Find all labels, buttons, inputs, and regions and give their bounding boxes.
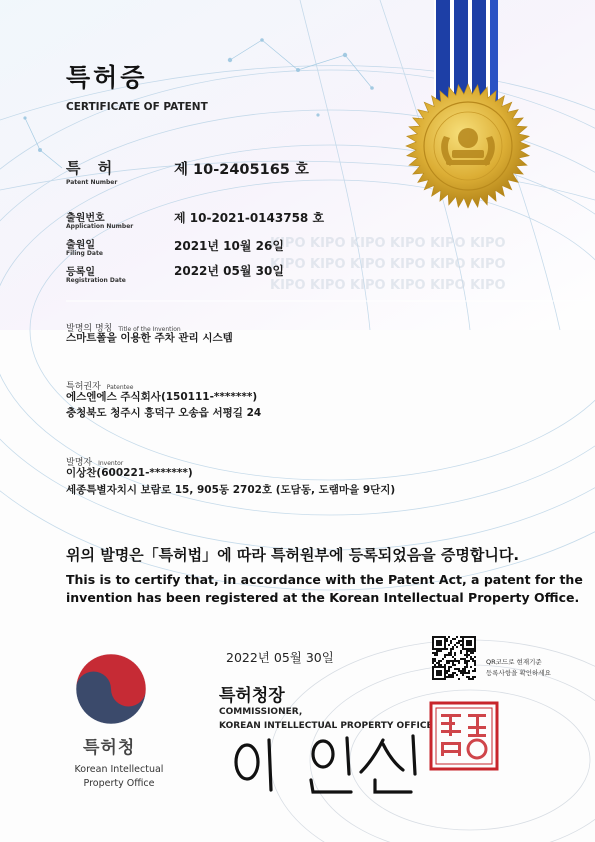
certification-statement-en-line2: invention has been registered at the Korean Intellectual Property Office.: [66, 590, 580, 605]
svg-text:KIPO KIPO KIPO KIPO KIPO: KIPO KIPO KIPO KIPO KIPO KIPO: [270, 278, 506, 293]
certificate-title-ko: 특허증: [66, 63, 148, 92]
patent-number-label-en: Patent Number: [66, 179, 118, 186]
patent-number-value: 제 10-2405165 호: [174, 162, 309, 178]
filing-date-label: 출원일: [66, 240, 95, 251]
commissioner-title-en-line2: KOREAN INTELLECTUAL PROPERTY OFFICE: [219, 721, 433, 731]
inventor-address: 세종특별자치시 보람로 15, 905동 2702호 (도담동, 도램마을 9단지): [66, 484, 396, 496]
invention-title-value: 스마트폴을 이용한 주차 관리 시스템: [66, 332, 233, 344]
gold-seal: [406, 84, 530, 208]
inventor-label: 발명자: [66, 458, 93, 468]
registration-date-value: 2022년 05월 30일: [174, 264, 284, 278]
patent-number-label: 특 허: [66, 159, 119, 177]
kipo-name-en-line1: Korean Intellectual: [74, 764, 164, 775]
qr-text-line1: QR코드로 현재기준: [486, 658, 542, 666]
qr-text-line2: 등록사항을 확인하세요: [486, 669, 551, 677]
patentee-name: 에스엔에스 주식회사(150111-*******): [66, 391, 258, 403]
kipo-name-ko: 특허청: [83, 738, 136, 758]
commissioner-title-en-line1: COMMISSIONER,: [219, 707, 303, 717]
certification-statement-ko: 위의 발명은「특허법」에 따라 특허원부에 등록되었음을 증명합니다.: [66, 546, 520, 564]
registration-date-label: 등록일: [66, 267, 95, 278]
watermark: [270, 236, 506, 293]
filing-date-value: 2021년 10월 26일: [174, 239, 284, 253]
invention-title-label-en: Title of the Invention: [118, 326, 181, 333]
commissioner-title-ko: 특허청장: [219, 686, 285, 706]
invention-title-label: 발명의 명칭: [66, 324, 113, 334]
inventor-name: 이상찬(600221-*******): [66, 467, 193, 479]
application-number-label-en: Application Number: [66, 223, 134, 230]
kipo-logo-icon: [74, 652, 148, 726]
filing-date-label-en: Filing Date: [66, 250, 103, 257]
certificate-title-en: CERTIFICATE OF PATENT: [66, 101, 208, 113]
commissioner-signature: [225, 730, 425, 796]
official-seal: [428, 700, 500, 772]
patentee-label-en: Patentee: [106, 384, 134, 391]
qr-code[interactable]: [432, 636, 476, 680]
issue-date: 2022년 05월 30일: [226, 650, 334, 665]
patentee-address: 충청북도 청주시 흥덕구 오송읍 서평길 24: [66, 407, 262, 419]
svg-text:KIPO KIPO KIPO KIPO KIPO: KIPO KIPO KIPO KIPO KIPO KIPO: [270, 236, 506, 251]
certification-statement-en-line1: This is to certify that, in accordance with the Patent Act, a patent for the: [66, 572, 583, 587]
application-number-label: 출원번호: [66, 213, 105, 224]
inventor-label-en: Inventor: [98, 460, 124, 467]
application-number-value: 제 10-2021-0143758 호: [174, 211, 325, 225]
svg-text:KIPO KIPO KIPO KIPO KIPO: KIPO KIPO KIPO KIPO KIPO KIPO: [270, 257, 506, 272]
registration-date-label-en: Registration Date: [66, 277, 126, 284]
kipo-name-en-line2: Property Office: [83, 778, 155, 789]
patentee-label: 특허권자: [66, 382, 101, 392]
